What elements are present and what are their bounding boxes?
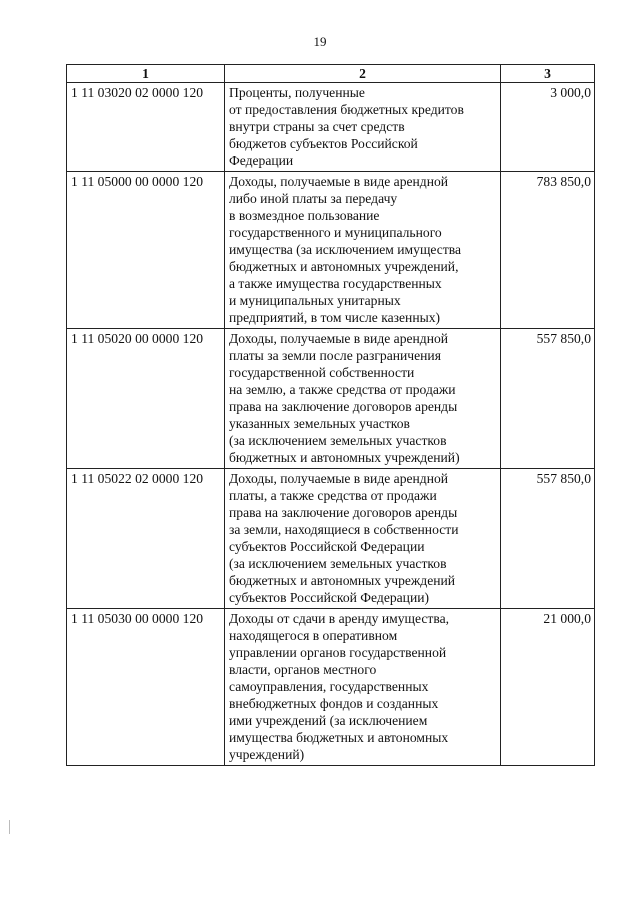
revenue-name-line: ими учреждений (за исключением xyxy=(229,713,428,728)
table-row xyxy=(67,172,595,329)
revenue-name-line: субъектов Российской Федерации) xyxy=(229,590,430,605)
table-row xyxy=(67,469,595,609)
revenue-name-line: государственного и муниципального xyxy=(229,225,442,240)
table-row xyxy=(67,329,595,469)
revenue-amount-cell: 783 850,0 xyxy=(501,172,595,329)
table-header-row xyxy=(67,65,595,83)
revenue-name-line: платы, а также средства от продажи xyxy=(229,488,437,503)
revenue-code-cell: 1 11 05020 00 0000 120 xyxy=(67,329,225,469)
revenue-name-line: и муниципальных унитарных xyxy=(229,293,401,308)
revenue-name-line: Доходы, получаемые в виде арендной xyxy=(229,471,449,486)
table-row xyxy=(67,83,595,172)
revenue-name-line: указанных земельных участков xyxy=(229,416,410,431)
revenue-name-line: предприятий, в том числе казенных) xyxy=(229,310,441,325)
revenue-name-line: (за исключением земельных участков xyxy=(229,556,447,571)
revenue-code-cell: 1 11 05000 00 0000 120 xyxy=(67,172,225,329)
revenue-name-line: имущества (за исключением имущества xyxy=(229,242,462,257)
revenue-name-line: платы за земли после разграничения xyxy=(229,348,441,363)
revenue-name-line: субъектов Российской Федерации xyxy=(229,539,425,554)
revenue-amount-cell: 3 000,0 xyxy=(501,83,595,172)
revenue-name-line: бюджетных и автономных учреждений) xyxy=(229,450,460,465)
revenue-name-cell xyxy=(225,83,501,172)
revenue-code-cell: 1 11 05030 00 0000 120 xyxy=(67,609,225,766)
revenue-name-line: (за исключением земельных участков xyxy=(229,433,447,448)
revenue-amount-cell: 557 850,0 xyxy=(501,329,595,469)
revenue-name-line: имущества бюджетных и автономных xyxy=(229,730,449,745)
revenue-name-line: Федерации xyxy=(229,153,294,168)
revenue-name-line: Доходы, получаемые в виде арендной xyxy=(229,331,449,346)
page-number: 19 xyxy=(313,34,327,49)
revenue-name-line: Доходы, получаемые в виде арендной xyxy=(229,174,449,189)
revenue-name-cell xyxy=(225,172,501,329)
revenue-name-line: от предоставления бюджетных кредитов xyxy=(229,102,464,117)
revenue-name-cell xyxy=(225,469,501,609)
column-header-amount: 3 xyxy=(501,65,595,83)
revenue-name-line: учреждений) xyxy=(229,747,305,762)
revenue-name-line: Проценты, полученные xyxy=(229,85,365,100)
revenue-name-line: управлении органов государственной xyxy=(229,645,447,660)
revenue-name-cell xyxy=(225,329,501,469)
margin-mark xyxy=(9,820,10,834)
budget-revenue-table xyxy=(66,64,595,766)
revenue-name-line: находящегося в оперативном xyxy=(229,628,398,643)
revenue-name-line: права на заключение договоров аренды xyxy=(229,399,458,414)
table-body xyxy=(67,83,595,766)
revenue-name-line: внебюджетных фондов и созданных xyxy=(229,696,439,711)
revenue-name-line: либо иной платы за передачу xyxy=(229,191,398,206)
revenue-amount-cell: 557 850,0 xyxy=(501,469,595,609)
revenue-name-line: права на заключение договоров аренды xyxy=(229,505,458,520)
column-header-code: 1 xyxy=(67,65,225,83)
revenue-code-cell: 1 11 03020 02 0000 120 xyxy=(67,83,225,172)
revenue-name-line: в возмездное пользование xyxy=(229,208,380,223)
revenue-name-line: Доходы от сдачи в аренду имущества, xyxy=(229,611,449,626)
revenue-name-line: бюджетов субъектов Российской xyxy=(229,136,418,151)
revenue-name-line: власти, органов местного xyxy=(229,662,377,677)
revenue-name-line: бюджетных и автономных учреждений xyxy=(229,573,456,588)
revenue-name-line: бюджетных и автономных учреждений, xyxy=(229,259,459,274)
revenue-name-line: а также имущества государственных xyxy=(229,276,442,291)
revenue-name-line: самоуправления, государственных xyxy=(229,679,429,694)
revenue-code-cell: 1 11 05022 02 0000 120 xyxy=(67,469,225,609)
revenue-name-cell xyxy=(225,609,501,766)
revenue-amount-cell: 21 000,0 xyxy=(501,609,595,766)
table-row xyxy=(67,609,595,766)
revenue-name-line: государственной собственности xyxy=(229,365,415,380)
revenue-name-line: на землю, а также средства от продажи xyxy=(229,382,456,397)
revenue-name-line: внутри страны за счет средств xyxy=(229,119,405,134)
column-header-name: 2 xyxy=(225,65,501,83)
revenue-name-line: за земли, находящиеся в собственности xyxy=(229,522,459,537)
